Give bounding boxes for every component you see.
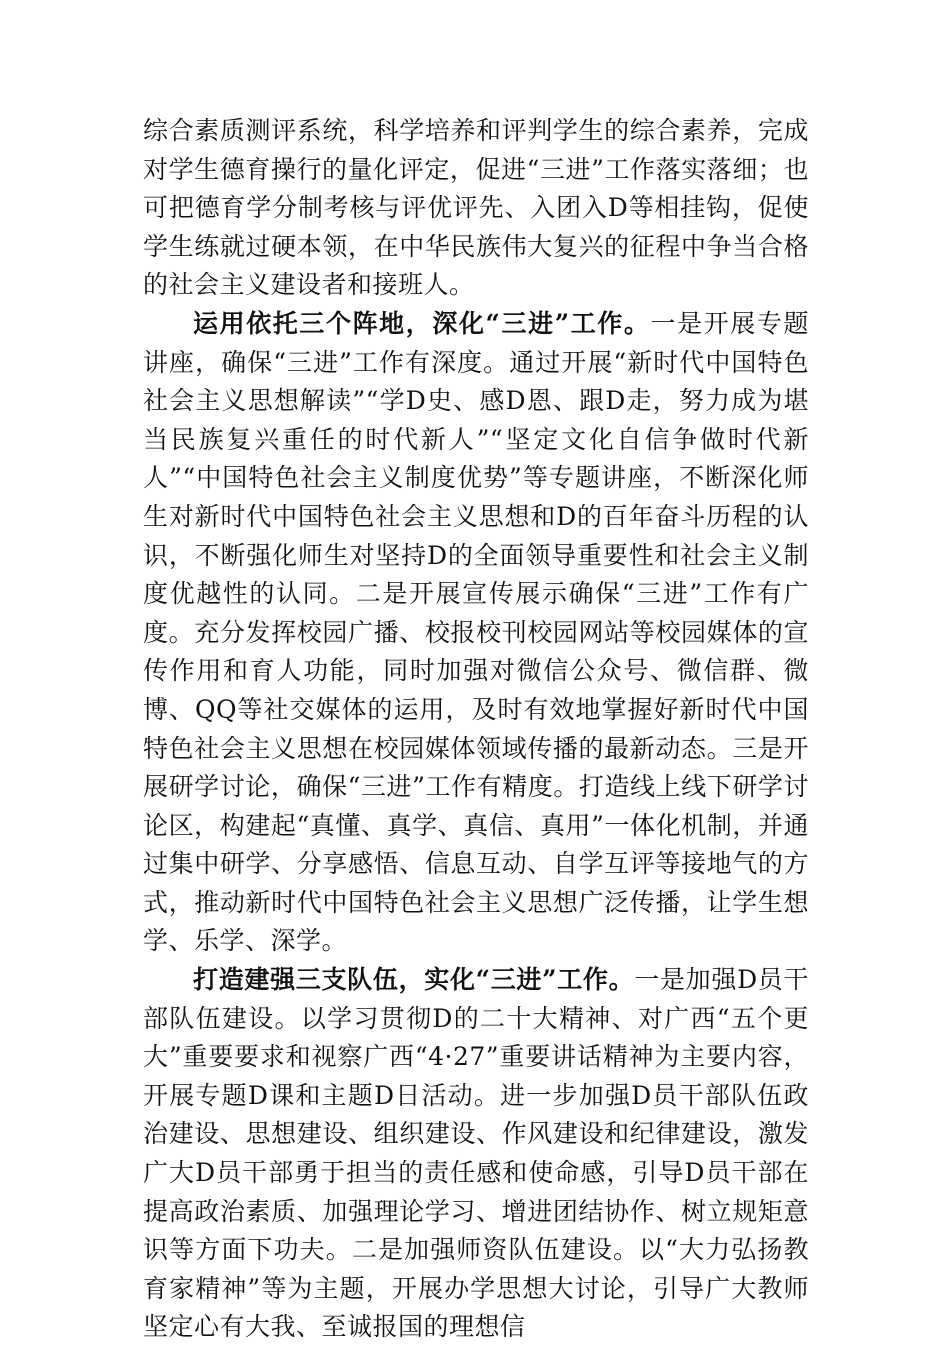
paragraph-2	[143, 305, 809, 961]
paragraph-1-text: 综合素质测评系统，科学培养和评判学生的综合素养，完成对学生德育操行的量化评定，促进“三进”工作落实落细；也可把德育学分制考核与评优评先、入团入D等相挂钩，促使学生练就过硬本领，在中华民族伟大复兴的征程中争当合格的社会主义建设者和接班人。	[143, 116, 809, 300]
paragraph-1	[143, 112, 809, 305]
paragraph-3-text: 一是加强D员干部队伍建设。以学习贯彻D的二十大精神、对广西“五个更大”重要要求和视察广西“4·27”重要讲话精神为主要内容，开展专题D课和主题D日活动。进一步加强D员干部队伍政治建设、思想建设、组织建设、作风建设和纪律建设，激发广大D员干部勇于担当的责任感和使命感，引导D员干部在提高政治素质、加强理论学习、增进团结协作、树立规矩意识等方面下功夫。二是加强师资队伍建设。以“大力弘扬教育家精神”等为主题，开展办学思想大讨论，引导广大教师坚定心有大我、至诚报国的理想信	[143, 965, 809, 1342]
paragraph-3-lead: 打造建强三支队伍，实化“三进”工作。	[193, 965, 635, 995]
paragraph-2-text: 一是开展专题讲座，确保“三进”工作有深度。通过开展“新时代中国特色社会主义思想解读”“学D史、感D恩、跟D走，努力成为堪当民族复兴重任的时代新人”“坚定文化自信争做时代新人”“中国特色社会主义制度优势”等专题讲座，不断深化师生对新时代中国特色社会主义思想和D的百年奋斗历程的认识，不断强化师生对坚持D的全面领导重要性和社会主义制度优越性的认同。二是开展宣传展示确保“三进”工作有广度。充分发挥校园广播、校报校刊校园网站等校园媒体的宣传作用和育人功能，同时加强对微信公众号、微信群、微博、QQ等社交媒体的运用，及时有效地掌握好新时代中国特色社会主义思想在校园媒体领域传播的最新动态。三是开展研学讨论，确保“三进”工作有精度。打造线上线下研学讨论区，构建起“真懂、真学、真信、真用”一体化机制，并通过集中研学、分享感悟、信息互动、自学互评等接地气的方式，推动新时代中国特色社会主义思想广泛传播，让学生想学、乐学、深学。	[143, 308, 809, 956]
paragraph-2-lead: 运用依托三个阵地，深化“三进”工作。	[193, 308, 651, 338]
document-page	[143, 112, 809, 1347]
paragraph-3	[143, 961, 809, 1347]
